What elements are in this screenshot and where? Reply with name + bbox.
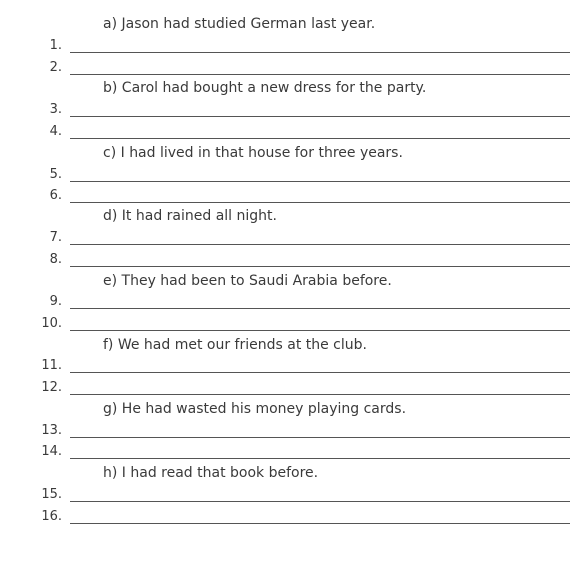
answer-line[interactable] [70,372,570,373]
answer-number: 10. [41,316,62,331]
answer-number: 11. [41,358,62,373]
answer-line[interactable] [70,394,570,395]
answer-row-12 [0,380,570,396]
answer-line[interactable] [70,501,570,502]
answer-number: 12. [41,380,62,395]
answer-row-11 [0,358,570,374]
answer-row-6 [0,188,570,204]
answer-row-1 [0,38,570,54]
answer-number: 16. [41,509,62,524]
answer-line[interactable] [70,138,570,139]
answer-row-8 [0,252,570,268]
answer-line[interactable] [70,266,570,267]
answer-number: 8. [49,252,62,267]
answer-row-9 [0,294,570,310]
answer-line[interactable] [70,308,570,309]
answer-row-5 [0,167,570,183]
sentence-b: b) Carol had bought a new dress for the party. [103,80,427,96]
answer-line[interactable] [70,202,570,203]
sentence-e: e) They had been to Saudi Arabia before. [103,273,392,289]
answer-line[interactable] [70,437,570,438]
answer-row-14 [0,444,570,460]
answer-line[interactable] [70,52,570,53]
answer-line[interactable] [70,330,570,331]
answer-number: 15. [41,487,62,502]
answer-row-16 [0,509,570,525]
sentence-g: g) He had wasted his money playing cards. [103,401,407,417]
answer-line[interactable] [70,116,570,117]
answer-line[interactable] [70,244,570,245]
answer-row-15 [0,487,570,503]
answer-number: 6. [49,188,62,203]
answer-number: 14. [41,444,62,459]
answer-number: 9. [49,294,62,309]
answer-row-3 [0,102,570,118]
answer-line[interactable] [70,181,570,182]
answer-number: 2. [49,60,62,75]
answer-row-13 [0,423,570,439]
answer-number: 1. [49,38,62,53]
answer-line[interactable] [70,458,570,459]
sentence-h: h) I had read that book before. [103,465,319,481]
sentence-d: d) It had rained all night. [103,208,277,224]
sentence-f: f) We had met our friends at the club. [103,337,367,353]
answer-row-4 [0,124,570,140]
answer-number: 13. [41,423,62,438]
answer-row-2 [0,60,570,76]
answer-number: 3. [49,102,62,117]
answer-number: 7. [49,230,62,245]
answer-line[interactable] [70,74,570,75]
sentence-c: c) I had lived in that house for three years. [103,145,403,161]
answer-row-10 [0,316,570,332]
answer-line[interactable] [70,523,570,524]
answer-number: 5. [49,167,62,182]
sentence-a: a) Jason had studied German last year. [103,16,376,32]
answer-number: 4. [49,124,62,139]
answer-row-7 [0,230,570,246]
